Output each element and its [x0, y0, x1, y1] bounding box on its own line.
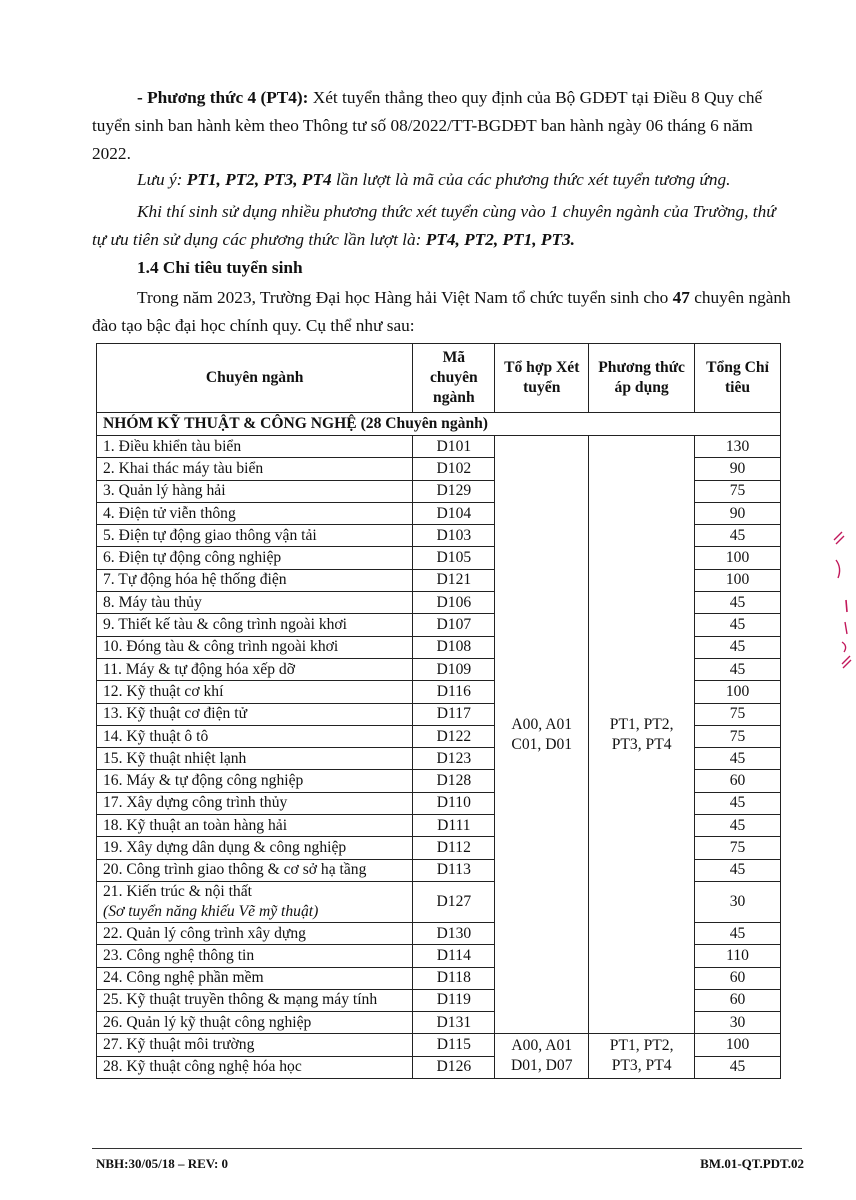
- major-name-cell: [97, 525, 413, 547]
- group-title: NHÓM KỸ THUẬT & CÔNG NGHỆ (28 Chuyên ngành): [97, 413, 781, 436]
- section-text-a: Trong năm 2023, Trường Đại học Hàng hải Việt Nam tổ chức tuyển sinh cho: [137, 288, 673, 307]
- major-name: 6. Điện tự động công nghiệp: [103, 549, 282, 567]
- major-name: 13. Kỹ thuật cơ điện tử: [103, 705, 248, 723]
- major-name-cell: [97, 502, 413, 524]
- major-name-cell: [97, 480, 413, 502]
- major-name: 11. Máy & tự động hóa xếp dỡ: [103, 660, 295, 678]
- major-name: 9. Thiết kế tàu & công trình ngoài khơi: [103, 616, 347, 634]
- major-code: D116: [413, 681, 495, 703]
- major-name: 27. Kỹ thuật môi trường: [103, 1036, 255, 1054]
- major-name: 25. Kỹ thuật truyền thông & mạng máy tính: [103, 991, 378, 1009]
- major-code: D111: [413, 815, 495, 837]
- major-code: D117: [413, 703, 495, 725]
- major-quota: 90: [695, 458, 781, 480]
- major-name: 24. Công nghệ phần mềm: [103, 969, 264, 987]
- major-name: 2. Khai thác máy tàu biển: [103, 459, 264, 477]
- major-quota: 45: [695, 815, 781, 837]
- header-quota: Tổng Chỉ tiêu: [695, 344, 781, 413]
- major-code: D101: [413, 436, 495, 458]
- major-quota: 45: [695, 922, 781, 944]
- section-paragraph: [92, 284, 792, 340]
- major-code: D122: [413, 725, 495, 747]
- section-text-b: chuyên ngành đào tạo bậc đại học chính quy. Cụ thể như sau:: [92, 288, 791, 335]
- major-name: 8. Máy tàu thủy: [103, 593, 202, 611]
- footer-rule: [92, 1148, 802, 1149]
- major-name-cell: [97, 859, 413, 881]
- quota-table: [96, 343, 781, 1079]
- priority-text: Khi thí sinh sử dụng nhiều phương thức xét tuyển cùng vào 1 chuyên ngành của Trường, thứ tự ưu tiên sử dụng các phương thức lần lượt là:: [92, 202, 776, 249]
- footer-left: NBH:30/05/18 – REV: 0: [96, 1156, 229, 1171]
- major-code: D121: [413, 569, 495, 591]
- major-name: 19. Xây dựng dân dụng & công nghiệp: [103, 838, 347, 856]
- header-major: Chuyên ngành: [97, 344, 413, 413]
- table-header-row: [97, 344, 781, 413]
- major-code: D106: [413, 592, 495, 614]
- major-name: 16. Máy & tự động công nghiệp: [103, 772, 304, 790]
- major-name-cell: [97, 922, 413, 944]
- major-code: D114: [413, 945, 495, 967]
- section-count: 47: [672, 288, 690, 307]
- major-quota: 60: [695, 989, 781, 1011]
- major-code: D130: [413, 922, 495, 944]
- major-code: D128: [413, 770, 495, 792]
- footer-right: BM.01-QT.PDT.02: [700, 1156, 804, 1171]
- major-name-cell: [97, 770, 413, 792]
- major-code: D129: [413, 480, 495, 502]
- major-code: D107: [413, 614, 495, 636]
- major-name: 21. Kiến trúc & nội thất: [103, 882, 252, 900]
- priority-codes: PT4, PT2, PT1, PT3.: [425, 230, 575, 249]
- major-code: D131: [413, 1012, 495, 1034]
- major-code: D127: [413, 881, 495, 922]
- major-name: 18. Kỹ thuật an toàn hàng hải: [103, 816, 288, 834]
- major-quota: 75: [695, 725, 781, 747]
- major-name-cell: [97, 881, 413, 922]
- major-quota: 100: [695, 681, 781, 703]
- header-method: Phương thức áp dụng: [589, 344, 695, 413]
- pt4-paragraph: [92, 84, 792, 168]
- note-suffix: lần lượt là mã của các phương thức xét tuyển tương ứng.: [331, 170, 731, 189]
- major-name: 26. Quản lý kỹ thuật công nghiệp: [103, 1013, 312, 1031]
- major-name: 4. Điện tử viễn thông: [103, 504, 236, 522]
- major-code: D109: [413, 658, 495, 680]
- major-quota: 45: [695, 592, 781, 614]
- major-quota: 45: [695, 636, 781, 658]
- major-quota: 45: [695, 1056, 781, 1078]
- major-name: 10. Đóng tàu & công trình ngoài khơi: [103, 638, 339, 656]
- major-name: 17. Xây dựng công trình thủy: [103, 794, 288, 812]
- major-name: 15. Kỹ thuật nhiệt lạnh: [103, 749, 247, 767]
- major-name-cell: [97, 792, 413, 814]
- major-name: 7. Tự động hóa hệ thống điện: [103, 571, 287, 589]
- major-code: D115: [413, 1034, 495, 1056]
- major-name-cell: [97, 592, 413, 614]
- major-name-cell: [97, 614, 413, 636]
- major-quota: 30: [695, 1012, 781, 1034]
- major-name: 23. Công nghệ thông tin: [103, 946, 255, 964]
- group-row: [97, 413, 781, 436]
- major-quota: 100: [695, 547, 781, 569]
- major-name-cell: [97, 569, 413, 591]
- major-code: D112: [413, 837, 495, 859]
- major-name-cell: [97, 1012, 413, 1034]
- major-quota: 45: [695, 748, 781, 770]
- major-code: D105: [413, 547, 495, 569]
- major-name-cell: [97, 681, 413, 703]
- major-code: D118: [413, 967, 495, 989]
- combo-cell-b: A00, A01 D01, D07: [495, 1034, 589, 1079]
- pt4-label: - Phương thức 4 (PT4):: [137, 88, 309, 107]
- major-quota: 45: [695, 859, 781, 881]
- major-name-cell: [97, 458, 413, 480]
- major-name: 12. Kỹ thuật cơ khí: [103, 682, 224, 700]
- major-quota: 45: [695, 792, 781, 814]
- major-name-cell: [97, 945, 413, 967]
- major-name: 1. Điều khiển tàu biển: [103, 437, 242, 455]
- major-quota: 75: [695, 837, 781, 859]
- margin-pen-marks: [828, 530, 852, 680]
- method-cell-b: PT1, PT2, PT3, PT4: [589, 1034, 695, 1079]
- major-name-cell: [97, 547, 413, 569]
- note-codes: PT1, PT2, PT3, PT4: [186, 170, 332, 189]
- major-quota: 75: [695, 703, 781, 725]
- major-name-cell: [97, 436, 413, 458]
- major-code: D126: [413, 1056, 495, 1078]
- header-code: Mã chuyên ngành: [413, 344, 495, 413]
- major-name: 28. Kỹ thuật công nghệ hóa học: [103, 1058, 302, 1076]
- major-quota: 45: [695, 614, 781, 636]
- major-code: D103: [413, 525, 495, 547]
- major-code: D108: [413, 636, 495, 658]
- major-code: D110: [413, 792, 495, 814]
- major-name-cell: [97, 837, 413, 859]
- major-code: D123: [413, 748, 495, 770]
- major-name-cell: [97, 967, 413, 989]
- major-quota: 45: [695, 525, 781, 547]
- major-name-cell: [97, 989, 413, 1011]
- major-quota: 60: [695, 967, 781, 989]
- table-row: [97, 436, 781, 458]
- major-quota: 100: [695, 569, 781, 591]
- major-quota: 100: [695, 1034, 781, 1056]
- major-code: D119: [413, 989, 495, 1011]
- major-quota: 90: [695, 502, 781, 524]
- major-quota: 60: [695, 770, 781, 792]
- major-code: D104: [413, 502, 495, 524]
- method-cell-a: PT1, PT2, PT3, PT4: [589, 436, 695, 1034]
- major-quota: 30: [695, 881, 781, 922]
- combo-cell-a: A00, A01 C01, D01: [495, 436, 589, 1034]
- major-name: 14. Kỹ thuật ô tô: [103, 727, 209, 745]
- major-name-cell: [97, 1034, 413, 1056]
- pt4-text: Xét tuyển thẳng theo quy định của Bộ GDĐT tại Điều 8 Quy chế tuyển sinh ban hành kèm theo Thông tư số 08/2022/TT-BGDĐT ban hành ngày 06 tháng 6 năm 2022.: [92, 88, 763, 163]
- major-quota: 110: [695, 945, 781, 967]
- major-name: 3. Quản lý hàng hải: [103, 482, 226, 500]
- section-heading: 1.4 Chỉ tiêu tuyển sinh: [137, 258, 303, 277]
- major-name-cell: [97, 703, 413, 725]
- major-name-cell: [97, 725, 413, 747]
- note-prefix: Lưu ý:: [137, 170, 187, 189]
- major-name-cell: [97, 748, 413, 770]
- major-name: 22. Quản lý công trình xây dựng: [103, 924, 306, 942]
- major-code: D102: [413, 458, 495, 480]
- major-code: D113: [413, 859, 495, 881]
- table-row: [97, 1034, 781, 1056]
- header-combo: Tổ hợp Xét tuyển: [495, 344, 589, 413]
- note-paragraph: [92, 166, 792, 194]
- priority-paragraph: [92, 198, 792, 254]
- major-quota: 130: [695, 436, 781, 458]
- major-name: 5. Điện tự động giao thông vận tải: [103, 526, 317, 544]
- major-name-cell: [97, 815, 413, 837]
- major-quota: 45: [695, 658, 781, 680]
- major-name-cell: [97, 636, 413, 658]
- major-quota: 75: [695, 480, 781, 502]
- major-name-cell: [97, 658, 413, 680]
- major-name-cell: [97, 1056, 413, 1078]
- major-note: (Sơ tuyển năng khiếu Vẽ mỹ thuật): [103, 902, 319, 920]
- major-name: 20. Công trình giao thông & cơ sở hạ tầng: [103, 861, 367, 879]
